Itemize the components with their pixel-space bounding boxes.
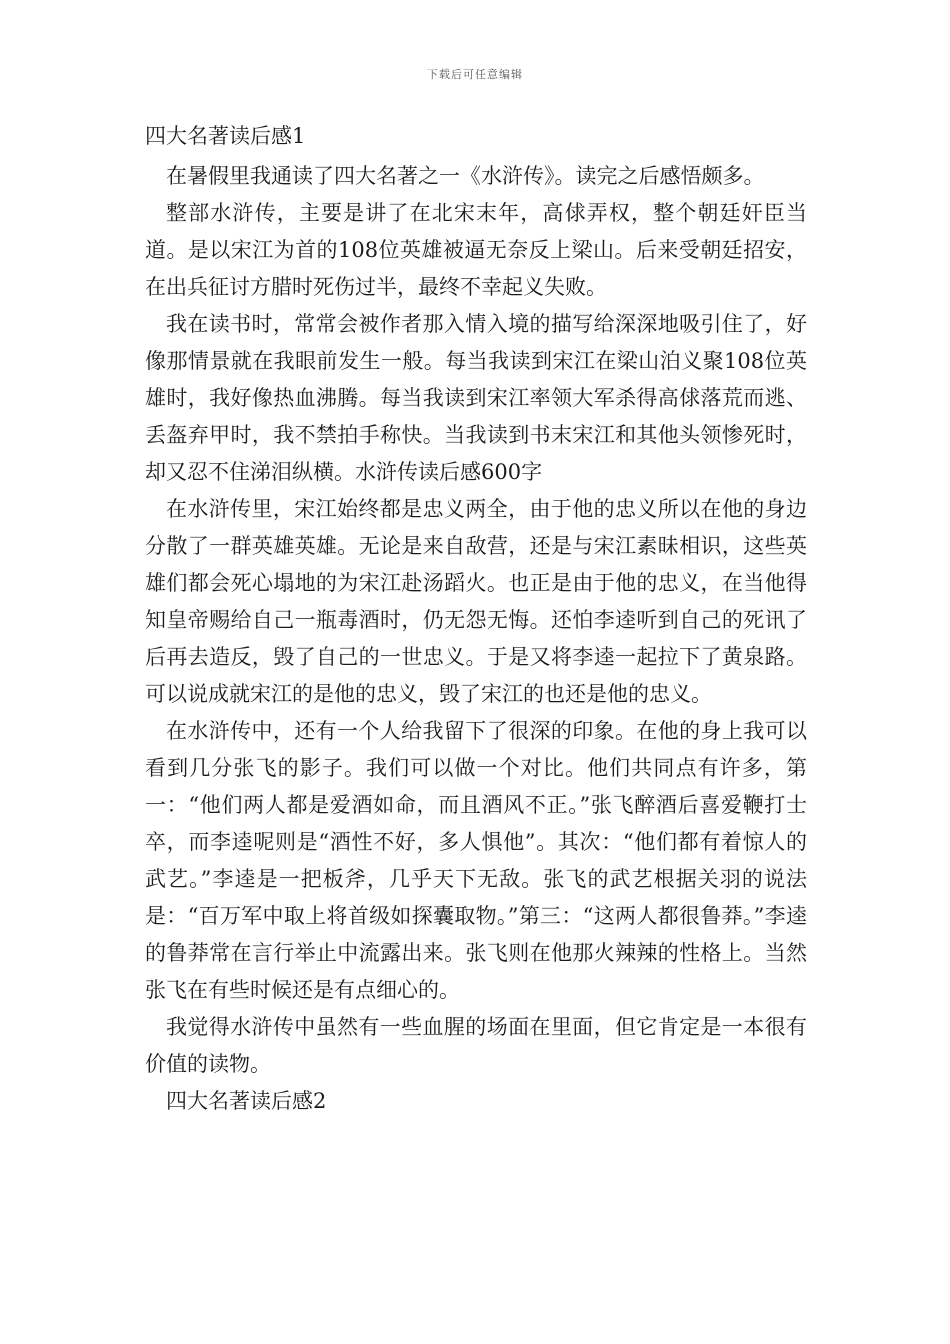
paragraph-2: 整部水浒传，主要是讲了在北宋末年，高俅弄权，整个朝廷奸臣当道。是以宋江为首的108位英雄被逼无奈反上梁山。后来受朝廷招安，在出兵征讨方腊时死伤过半，最终不幸起义失败。 [145,201,807,299]
paragraph-6: 我觉得水浒传中虽然有一些血腥的场面在里面，但它肯定是一本很有价值的读物。 [145,1015,807,1076]
paragraph-1: 在暑假里我通读了四大名著之一《水浒传》。读完之后感悟颇多。 [166,164,765,188]
page-header: 下载后可任意编辑 [427,68,523,81]
paragraph-3: 我在读书时，常常会被作者那入情入境的描写给深深地吸引住了，好像那情景就在我眼前发生一般。每当我读到宋江在梁山泊义聚108位英雄时，我好像热血沸腾。每当我读到宋江率领大军杀得高俅落荒而逃、丢盔弃甲时，我不禁拍手称快。当我读到书末宋江和其他头领惨死时，却又忍不住涕泪纵横。水浒传读后感600字 [145,312,807,484]
paragraph-5: 在水浒传中，还有一个人给我留下了很深的印象。在他的身上我可以看到几分张飞的影子。我们可以做一个对比。他们共同点有许多，第一：“他们两人都是爱酒如命，而且酒风不正。”张飞醉酒后喜爱鞭打士卒，而李逵呢则是“酒性不好，多人惧他”。其次：“他们都有着惊人的武艺。”李逵是一把板斧，几乎天下无敌。张飞的武艺根据关羽的说法是：“百万军中取上将首级如探囊取物。”第三：“这两人都很鲁莽。”李逵的鲁莽常在言行举止中流露出来。张飞则在他那火辣辣的性格上。当然张飞在有些时候还是有点细心的。 [145,719,807,1002]
document-title: 四大名著读后感1 [145,124,306,148]
document-body [145,120,807,1120]
section-title-2: 四大名著读后感2 [166,1089,327,1113]
paragraph-4: 在水浒传里，宋江始终都是忠义两全，由于他的忠义所以在他的身边分散了一群英雄英雄。无论是来自敌营，还是与宋江素昧相识，这些英雄们都会死心塌地的为宋江赴汤蹈火。也正是由于他的忠义，在当他得知皇帝赐给自己一瓶毒酒时，仍无怨无悔。还怕李逵听到自己的死讯了后再去造反，毁了自己的一世忠义。于是又将李逵一起拉下了黄泉路。可以说成就宋江的是他的忠义，毁了宋江的也还是他的忠义。 [145,497,807,706]
